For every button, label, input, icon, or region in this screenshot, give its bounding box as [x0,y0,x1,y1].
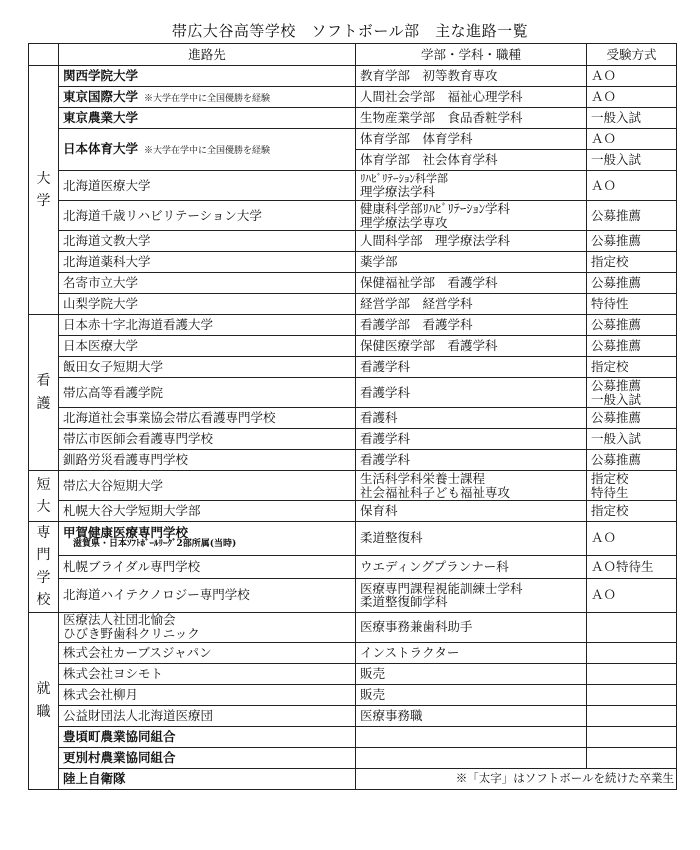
destination-cell: 陸上自衛隊 [59,768,356,789]
department-line: 生活科学科栄養士課程 [360,470,486,486]
destination-cell: 北海道ハイテクノロジー専門学校 [59,579,356,613]
destination-cell: 名寄市立大学 [59,273,356,294]
exam-cell [587,705,677,726]
destination-cell: 株式会社ヨシモト [59,663,356,684]
department-cell: 生物産業学部 食品香粧学科 [356,108,587,129]
department-line: 医療専門課程視能訓練士学科 [360,580,523,596]
exam-cell [587,726,677,747]
destination-cell: 帯広大谷短期大学 [59,471,356,501]
exam-line: 指定校 [591,470,629,486]
page-title: 帯広大谷高等学校 ソフトボール部 主な進路一覧 [171,22,529,40]
department-cell: 体育学部 社会体育学科 [356,150,587,171]
table-row [29,642,677,663]
department-cell [356,471,587,501]
footnote: ※「太字」はソフトボールを続けた卒業生 [356,768,677,789]
table-row [29,294,677,315]
department-cell: 看護学科 [356,357,587,378]
table-row [29,471,677,501]
table-row [29,273,677,294]
department-cell: 販売 [356,684,587,705]
destination-cell: 北海道千歳リハビリテーション大学 [59,201,356,231]
table-row [29,684,677,705]
table-row [29,129,677,150]
exam-cell: 公募推薦 [587,201,677,231]
destination-cell: 山梨学院大学 [59,294,356,315]
table-row [29,501,677,522]
destination-cell: 日本赤十字北海道看護大学 [59,315,356,336]
department-line: 柔道整復師学科 [360,594,448,610]
exam-cell: 公募推薦 [587,315,677,336]
destination-cell: 釧路労災看護専門学校 [59,450,356,471]
destination-cell: 帯広市医師会看護専門学校 [59,429,356,450]
exam-cell: ＡＯ [587,579,677,613]
table-row [29,747,677,768]
department-cell: 経営学部 経営学科 [356,294,587,315]
department-line: ﾘﾊﾋﾞﾘﾃｰｼｮﾝ科学部 [360,171,448,185]
table-row [29,522,677,556]
destination-cell: 株式会社柳月 [59,684,356,705]
department-cell: 看護学科 [356,378,587,408]
category-nursing: 看 護 [29,315,59,471]
exam-line: 公募推薦 [591,377,642,393]
department-line: 社会福祉科子ども福祉専攻 [360,484,511,500]
destination-cell: 公益財団法人北海道医療団 [59,705,356,726]
destination-cell [59,129,356,171]
exam-cell [587,684,677,705]
exam-cell: 一般入試 [587,108,677,129]
exam-cell [587,663,677,684]
table-row [29,66,677,87]
department-cell: 保育科 [356,501,587,522]
table-row [29,768,677,789]
department-cell [356,579,587,613]
category-vocational-school: 専 門 学 校 [29,522,59,613]
department-cell: 体育学部 体育学科 [356,129,587,150]
destination-cell: 株式会社カーブスジャパン [59,642,356,663]
department-cell [356,201,587,231]
department-cell: 保健医療学部 看護学科 [356,336,587,357]
destination-cell: 札幌ブライダル専門学校 [59,555,356,578]
destination-cell: 東京農業大学 [59,108,356,129]
destination-cell: 札幌大谷大学短期大学部 [59,501,356,522]
destination-cell: 北海道薬科大学 [59,252,356,273]
destination-note: ※大学在学中に全国優勝を経験 [144,93,271,104]
department-cell: 保健福祉学部 看護学科 [356,273,587,294]
exam-cell: 公募推薦 [587,231,677,252]
exam-cell: ＡＯ [587,522,677,556]
exam-cell [587,612,677,642]
department-cell: 医療事務兼歯科助手 [356,612,587,642]
table-row [29,555,677,578]
exam-line: 特待生 [591,484,629,500]
destination-cell: 日本医療大学 [59,336,356,357]
header-blank [29,44,59,66]
header-destination: 進路先 [59,44,356,66]
destination-cell [59,87,356,108]
table-row [29,705,677,726]
department-cell: 柔道整復科 [356,522,587,556]
exam-cell: 指定校 [587,501,677,522]
destination-note: ※大学在学中に全国優勝を経験 [144,146,271,157]
table-row [29,378,677,408]
department-cell: 薬学部 [356,252,587,273]
department-cell: 医療事務職 [356,705,587,726]
exam-cell: 一般入試 [587,150,677,171]
destination-note: 滋賀県・日本ｿﾌﾄﾎﾞｰﾙﾘｰｸﾞ2部所属(当時) [73,539,237,550]
exam-cell: 公募推薦 [587,273,677,294]
exam-cell: 指定校 [587,357,677,378]
destination-name: 東京国際大学 [63,88,139,104]
destination-cell: 豊頃町農業協同組合 [59,726,356,747]
destination-cell: 飯田女子短期大学 [59,357,356,378]
header-exam: 受験方式 [587,44,677,66]
destination-cell: 北海道社会事業協会帯広看護専門学校 [59,408,356,429]
department-cell [356,747,587,768]
destination-cell: 北海道医療大学 [59,171,356,201]
department-cell: 販売 [356,663,587,684]
department-cell: 看護学部 看護学科 [356,315,587,336]
exam-cell [587,642,677,663]
department-cell [356,171,587,201]
exam-cell: 特待性 [587,294,677,315]
department-cell: ウエディングプランナー科 [356,555,587,578]
destination-name: 日本体育大学 [63,141,139,157]
exam-cell: ＡＯ [587,171,677,201]
table-row [29,357,677,378]
department-cell: 人間社会学部 福祉心理学科 [356,87,587,108]
exam-cell: ＡＯ [587,87,677,108]
category-junior-college: 短 大 [29,471,59,522]
department-line: 理学療法学科 [360,183,436,199]
exam-cell: 公募推薦 [587,450,677,471]
department-line: 理学療法学専攻 [360,214,448,230]
exam-cell: ＡＯ特待生 [587,555,677,578]
exam-line: 一般入試 [591,391,642,407]
destination-line: 医療法人社団北愉会 [63,612,176,628]
destination-cell: 更別村農業協同組合 [59,747,356,768]
header-department: 学部・学科・職種 [356,44,587,66]
category-employment: 就 職 [29,612,59,789]
destination-cell [59,522,356,556]
table-row [29,252,677,273]
destination-cell [59,612,356,642]
exam-cell: 公募推薦 [587,336,677,357]
department-cell: 看護学科 [356,450,587,471]
exam-cell: 一般入試 [587,429,677,450]
destination-name: 甲賀健康医療専門学校 [63,525,189,541]
table-row [29,231,677,252]
table-row [29,579,677,613]
department-cell: 看護科 [356,408,587,429]
exam-cell [587,747,677,768]
department-line: 健康科学部ﾘﾊﾋﾞﾘﾃｰｼｮﾝ学科 [360,200,511,216]
table-row [29,201,677,231]
destination-cell: 帯広高等看護学院 [59,378,356,408]
exam-cell: ＡＯ [587,66,677,87]
table-row [29,612,677,642]
department-cell: 看護学科 [356,429,587,450]
destination-cell: 北海道文教大学 [59,231,356,252]
career-table [28,43,677,790]
department-cell: 人間科学部 理学療法学科 [356,231,587,252]
table-row [29,408,677,429]
table-row [29,315,677,336]
table-row [29,450,677,471]
table-row [29,171,677,201]
table-row [29,663,677,684]
table-row [29,108,677,129]
department-cell [356,726,587,747]
exam-cell: 公募推薦 [587,408,677,429]
department-cell: インストラクター [356,642,587,663]
exam-cell [587,471,677,501]
category-university: 大 学 [29,66,59,315]
table-row [29,336,677,357]
exam-cell: ＡＯ [587,129,677,150]
table-row [29,726,677,747]
destination-cell: 関西学院大学 [59,66,356,87]
table-row [29,429,677,450]
header-row [29,44,677,66]
destination-line: ひびき野歯科クリニック [63,626,200,642]
exam-cell [587,378,677,408]
table-row [29,87,677,108]
exam-cell: 指定校 [587,252,677,273]
department-cell: 教育学部 初等教育専攻 [356,66,587,87]
